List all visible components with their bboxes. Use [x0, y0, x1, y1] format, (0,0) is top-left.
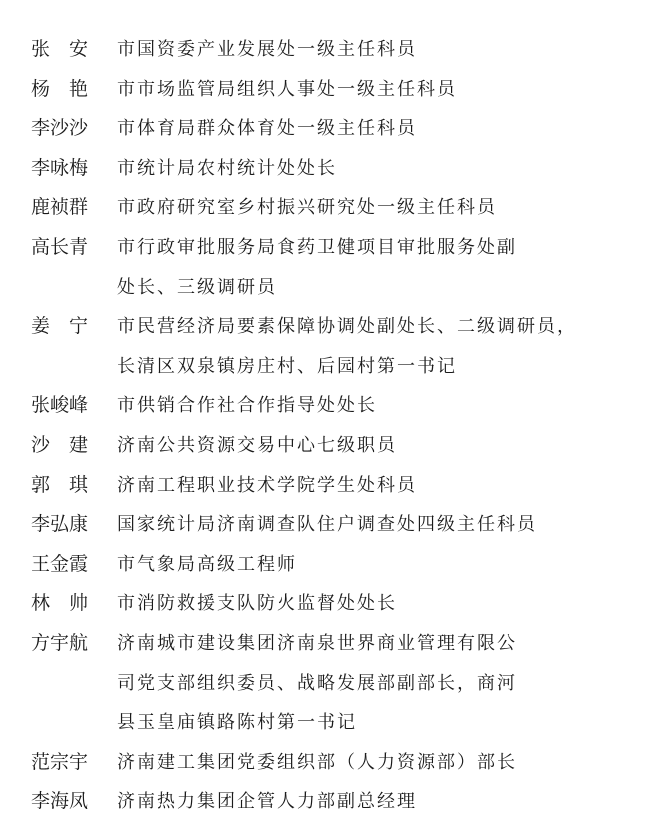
position-line: 县玉皇庙镇路陈村第一书记 [117, 712, 357, 734]
list-item [0, 30, 651, 70]
list-item [0, 466, 651, 506]
personnel-list [0, 30, 651, 822]
position-line: 济南公共资源交易中心七级职员 [117, 434, 397, 456]
list-item [0, 584, 651, 624]
position-line: 市体育局群众体育处一级主任科员 [117, 118, 417, 140]
person-name: 沙建 [31, 433, 108, 456]
person-name: 张安 [31, 38, 108, 60]
person-name: 高长青 [31, 235, 89, 258]
person-name: 李咏梅 [31, 156, 89, 179]
person-position [117, 109, 557, 149]
position-line: 济南热力集团企管人力部副总经理 [117, 791, 417, 813]
person-name: 李弘康 [31, 513, 89, 536]
list-item [0, 743, 651, 783]
position-line: 市国资委产业发展处一级主任科员 [117, 39, 417, 60]
position-line: 市市场监管局组织人事处一级主任科员 [117, 78, 457, 100]
person-name: 郭琪 [31, 473, 108, 496]
person-name: 张峻峰 [31, 394, 89, 417]
person-position [117, 386, 557, 426]
person-name: 李海凤 [31, 790, 89, 813]
list-item [0, 70, 651, 110]
list-item [0, 782, 651, 822]
person-position [117, 584, 557, 624]
position-line: 市民营经济局要素保障协调处副处长、二级调研员， [117, 316, 577, 338]
person-name: 鹿祯群 [31, 196, 89, 219]
position-line: 济南建工集团党委组织部（人力资源部）部长 [117, 751, 517, 773]
person-name: 方宇航 [31, 631, 89, 654]
position-line: 市行政审批服务局食药卫健项目审批服务处副 [117, 236, 517, 258]
list-item [0, 109, 651, 149]
position-line: 市消防救援支队防火监督处处长 [117, 593, 397, 615]
list-item [0, 307, 651, 386]
person-position [117, 149, 557, 189]
list-item [0, 188, 651, 228]
person-name: 姜宁 [31, 315, 108, 338]
position-line: 司党支部组织委员、战略发展部副部长，商河 [117, 672, 517, 694]
person-name: 杨艳 [31, 77, 108, 100]
list-item [0, 426, 651, 466]
person-position [117, 188, 557, 228]
position-line: 济南城市建设集团济南泉世界商业管理有限公 [117, 632, 517, 654]
person-position [117, 307, 577, 386]
person-name: 王金霞 [31, 552, 89, 575]
person-name: 林帅 [31, 592, 108, 615]
position-line: 市统计局农村统计处处长 [117, 157, 337, 179]
position-line: 国家统计局济南调查队住户调查处四级主任科员 [117, 514, 537, 536]
list-item [0, 505, 651, 545]
person-position [117, 70, 557, 110]
person-position [117, 782, 557, 822]
person-position [117, 743, 557, 783]
list-item [0, 149, 651, 189]
person-name: 李沙沙 [31, 117, 89, 140]
person-position [117, 545, 557, 585]
person-position [117, 426, 557, 466]
person-position [117, 624, 557, 743]
list-item [0, 386, 651, 426]
list-item [0, 545, 651, 585]
position-line: 市气象局高级工程师 [117, 553, 297, 575]
list-item [0, 624, 651, 743]
position-line: 处长、三级调研员 [117, 276, 277, 298]
person-position [117, 30, 557, 70]
position-line: 市政府研究室乡村振兴研究处一级主任科员 [117, 197, 497, 219]
position-line: 市供销合作社合作指导处处长 [117, 395, 377, 417]
position-line: 济南工程职业技术学院学生处科员 [117, 474, 417, 496]
person-position [117, 466, 557, 506]
person-position [117, 505, 557, 545]
person-name: 范宗宇 [31, 750, 89, 773]
list-item [0, 228, 651, 307]
position-line: 长清区双泉镇房庄村、后园村第一书记 [117, 355, 457, 377]
person-position [117, 228, 557, 307]
